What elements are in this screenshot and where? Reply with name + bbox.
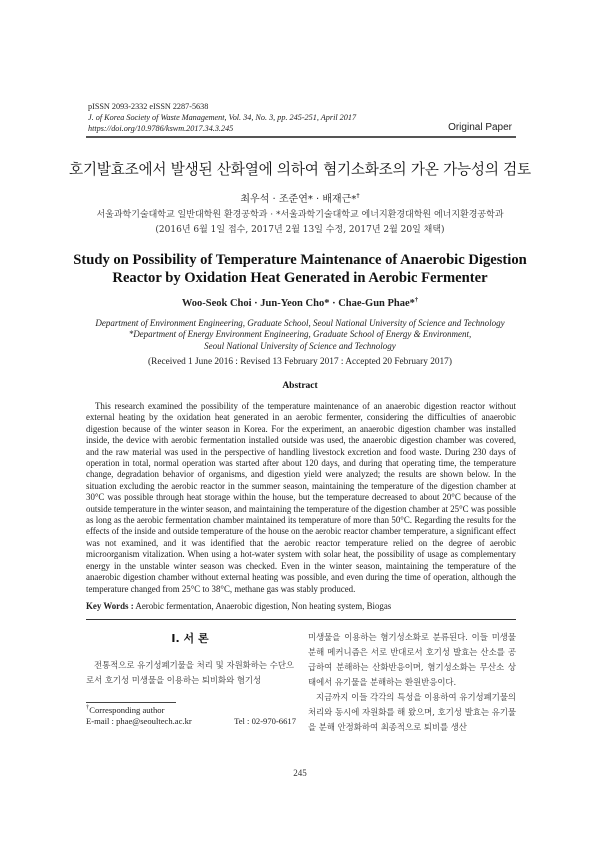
english-received-dates: (Received 1 June 2016 : Revised 13 February 2017 : Accepted 20 February 2017) bbox=[148, 357, 452, 367]
footnote-corresponding-author: †Corresponding author bbox=[86, 704, 165, 715]
english-affiliation: Department of Environment Engineering, Graduate School, Seoul National University of Science and Technology *Department of Energy Environment Engineering, Graduate School of Energy & Environment, Seoul National University of Science and Technology bbox=[95, 318, 505, 351]
abstract-heading: Abstract bbox=[282, 381, 318, 391]
doi-link[interactable]: https://doi.org/10.9786/kswm.2017.34.3.245 bbox=[88, 124, 234, 133]
abstract-divider bbox=[86, 619, 516, 620]
journal-citation: J. of Korea Society of Waste Management, Vol. 34, No. 3, pp. 245-251, April 2017 bbox=[88, 113, 357, 122]
footnote-tel: Tel : 02-970-6617 bbox=[234, 716, 296, 726]
keywords: Key Words : Aerobic fermentation, Anaerobic digestion, Non heating system, Biogas bbox=[86, 601, 392, 611]
korean-title: 호기발효조에서 발생된 산화열에 의하여 혐기소화조의 가온 가능성의 검토 bbox=[69, 161, 531, 178]
intro-paragraph-2: 지금까지 이들 각각의 특성을 이용하여 유기성폐기물의 처리와 동시에 자원화를 해 왔으며, 호기성 발효는 유기물을 분해 안정화하여 최종적으로 퇴비를 생산 bbox=[308, 692, 516, 732]
intro-right-column bbox=[308, 630, 516, 735]
english-title-line-2: Reactor by Oxidation Heat Generated in Aerobic Fermenter bbox=[112, 270, 488, 286]
abstract-text: This research examined the possibility of the temperature maintenance of an anaerobic digestion reactor without external heating by the oxidation heat generated in an aerobic fermenter, considering the difficulties of anaerobic digestion because of the winter season in Korea. For the experiment, an anaerobic digestion chamber was installed inside, the device with aerobic fermentation installed outside was used, the anaerobic digestion chamber was covered, and the raw material was used in the perspective of handling livestock excretion and food waste. During 230 days of operation in total, normal operation was started after about 120 days, and during that operating time, the temperature change, degradation behavior of organisms, and digestion yield were analyzed; the results are shown below. In the situation excluding the aerobic reactor in the summer season, maintaining the temperature of the digestion chamber at 30°C was possible through heat storage within the house, but the temperature decreased to about 20°C because of the outside temperature in the winter season, and maintaining the temperature of the digestion chamber at 25°C was possible as long as the aerobic fermentation chamber maintained its temperature of more than 50°C. Regarding the results for the effects of the inside and outside temperature of the house on the aerobic reactor chamber temperature, a significant effect was not examined, and it was identified that the aerobic reactor temperature relied on the degree of aerobic microorganism vitalization. When using a hot-water system with solar heat, the possibility of usage as complementary energy in the unstable winter season was checked. Even in the winter season, maintaining the temperature of the anaerobic digestion chamber without external heating was possible, and even during the time of operation, although the temperature changed from 25°C to 38°C, methane gas was stably produced. bbox=[86, 401, 516, 594]
korean-received-dates: (2016년 6월 1일 접수, 2017년 2월 13일 수정, 2017년 2월 20일 채택) bbox=[155, 225, 445, 235]
english-title bbox=[60, 251, 540, 287]
intro-left-column: 전통적으로 유기성폐기물을 처리 및 자원화하는 수단으로서 호기성 미생물을 이용하는 퇴비화와 혐기성 bbox=[86, 660, 294, 685]
footnote-email[interactable]: E-mail : phae@seoultech.ac.kr bbox=[86, 716, 192, 726]
english-authors: Woo-Seok Choi · Jun-Yeon Cho* · Chae-Gun Phae*† bbox=[181, 296, 419, 309]
footnote-divider bbox=[86, 702, 176, 703]
intro-paragraph-1: 미생물을 이용하는 혐기성소화로 분류된다. 이들 미생물 분해 메커니즘은 서로 반대로서 호기성 발효는 산소를 공급하여 분해하는 산화반응이며, 혐기성소화는 무산소 상태에서 유기물을 분해하는 환원반응이다. bbox=[308, 632, 516, 687]
english-title-line-1: Study on Possibility of Temperature Maintenance of Anaerobic Digestion bbox=[73, 252, 527, 268]
korean-affiliation: 서울과학기술대학교 일반대학원 환경공학과 · *서울과학기술대학교 에너지환경대학원 에너지환경공학과 bbox=[96, 210, 504, 220]
section-heading-introduction: I. 서 론 bbox=[171, 632, 209, 645]
article-type-label: Original Paper bbox=[448, 122, 512, 133]
issn-line: pISSN 2093-2332 eISSN 2287-5638 bbox=[88, 102, 209, 111]
header-divider bbox=[86, 136, 516, 138]
page-number: 245 bbox=[293, 768, 307, 778]
korean-authors: 최우석 · 조준연* · 배재근*† bbox=[240, 191, 360, 205]
footnote-contact bbox=[86, 716, 296, 726]
